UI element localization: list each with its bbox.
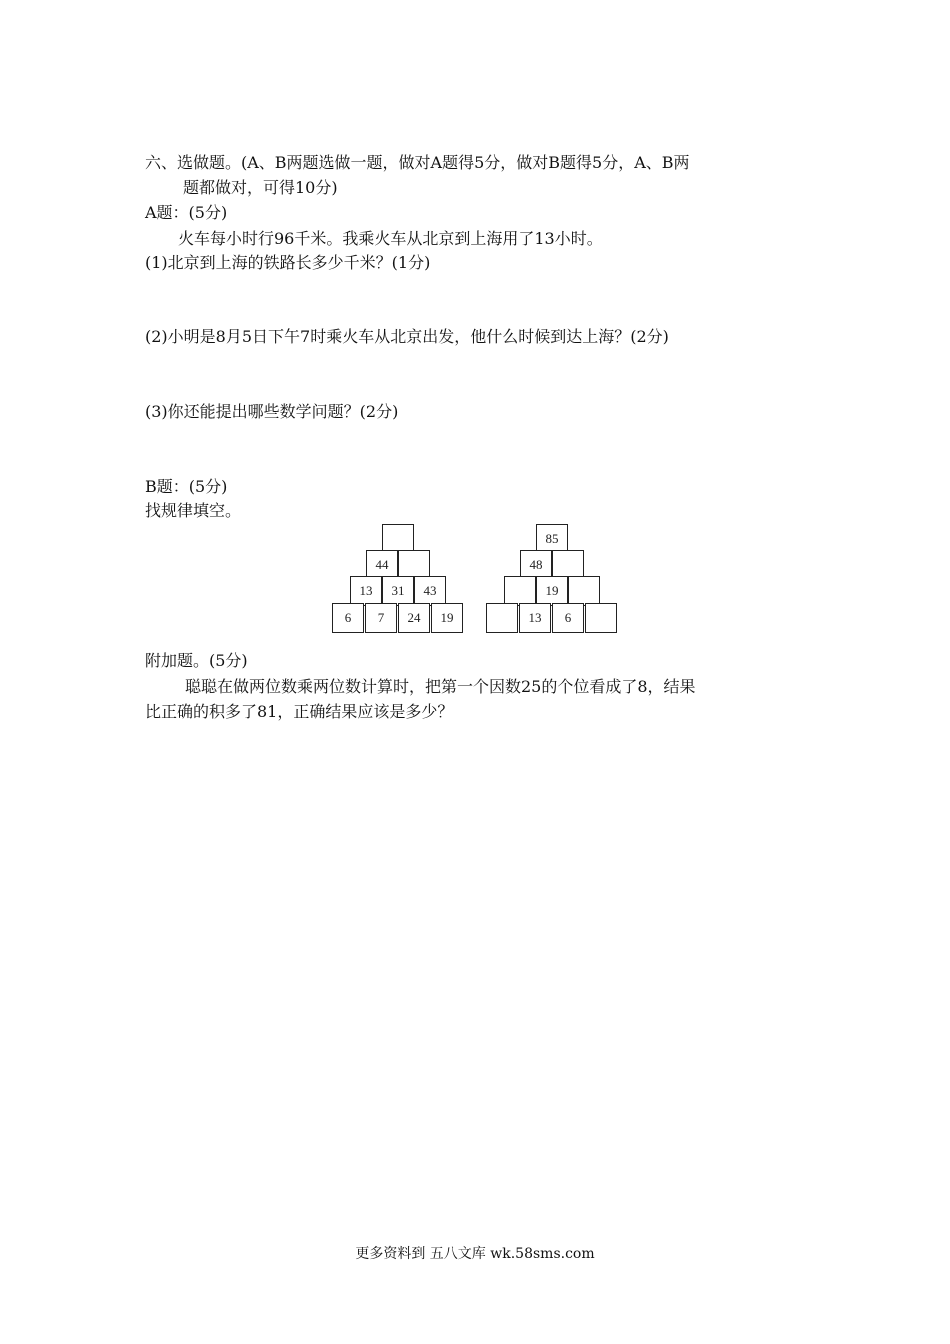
pyramid-cell: 6 <box>552 603 584 633</box>
pyramid-cell: 7 <box>365 603 397 633</box>
pyramid-cell: 19 <box>536 576 568 606</box>
question-a-part2: (2)小明是8月5日下午7时乘火车从北京出发，他什么时候到达上海？(2分) <box>145 327 669 346</box>
bonus-text-line1: 聪聪在做两位数乘两位数计算时，把第一个因数25的个位看成了8，结果 <box>185 677 696 696</box>
pyramid-cell <box>568 576 600 606</box>
question-a-heading: A题：(5分) <box>145 203 228 222</box>
question-a-part1: (1)北京到上海的铁路长多少千米？(1分) <box>145 253 431 272</box>
number-pyramid-right <box>486 524 618 636</box>
pyramid-cell: 85 <box>536 524 568 554</box>
pyramid-cell: 13 <box>350 576 382 606</box>
section-6-title-line2: 题都做对，可得10分) <box>183 178 338 197</box>
number-pyramid-left <box>332 524 464 636</box>
pyramid-cell: 43 <box>414 576 446 606</box>
bonus-heading: 附加题。(5分) <box>145 651 248 670</box>
pyramid-cell <box>486 603 518 633</box>
pyramid-cell: 31 <box>382 576 414 606</box>
question-b-instruction: 找规律填空。 <box>145 501 242 520</box>
section-6-title-line1: 六、选做题。(A、B两题选做一题，做对A题得5分，做对B题得5分，A、B两 <box>145 153 690 172</box>
pyramid-cell: 13 <box>519 603 551 633</box>
pyramid-cell: 44 <box>366 550 398 580</box>
pyramid-cell <box>585 603 617 633</box>
pyramid-cell: 6 <box>332 603 364 633</box>
question-b-heading: B题：(5分) <box>145 477 228 496</box>
bonus-text-line2: 比正确的积多了81，正确结果应该是多少？ <box>145 702 454 721</box>
pyramid-cell: 48 <box>520 550 552 580</box>
question-a-part3: (3)你还能提出哪些数学问题？(2分) <box>145 402 399 421</box>
question-a-intro: 火车每小时行96千米。我乘火车从北京到上海用了13小时。 <box>178 229 603 248</box>
pyramid-cell <box>504 576 536 606</box>
pyramid-cell: 24 <box>398 603 430 633</box>
footer-link[interactable]: 更多资料到 五八文库 wk.58sms.com <box>355 1246 595 1262</box>
pyramid-cell: 19 <box>431 603 463 633</box>
